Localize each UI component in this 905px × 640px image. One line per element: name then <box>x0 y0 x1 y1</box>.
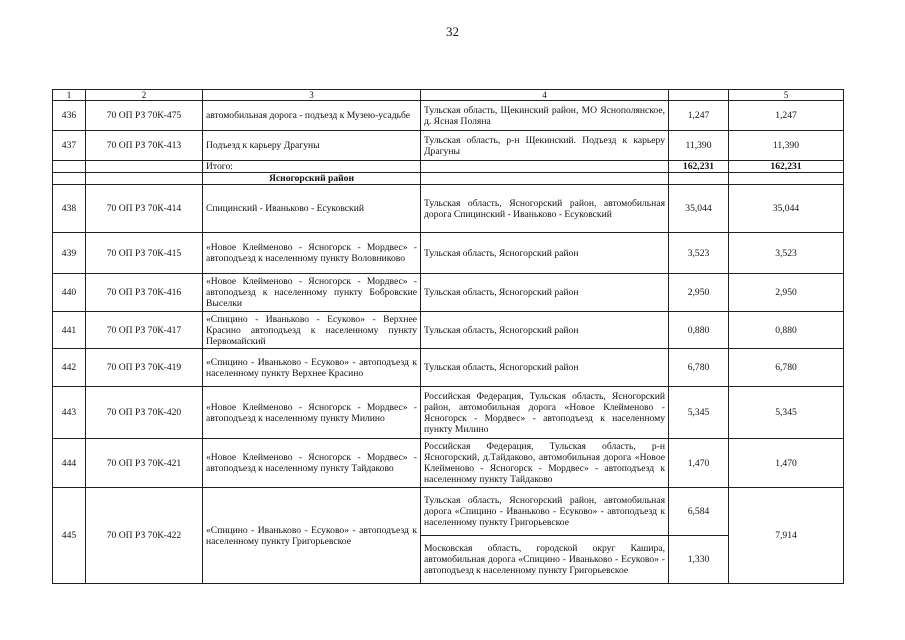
road-location: Тульская область, р-н Щекинский. Подъезд к карьеру Драгуны <box>421 131 669 161</box>
empty-cell <box>53 173 86 185</box>
district-row <box>53 173 844 185</box>
road-total: 1,470 <box>729 439 844 488</box>
empty-cell <box>669 173 729 185</box>
column-header: 4 <box>421 90 669 101</box>
road-id: 70 ОП РЗ 70К-422 <box>86 488 203 584</box>
row-number: 444 <box>53 439 86 488</box>
column-header: 1 <box>53 90 86 101</box>
district-title: Ясногорский район <box>203 173 421 185</box>
road-length: 3,523 <box>669 233 729 274</box>
table-row <box>53 233 844 274</box>
road-total: 1,247 <box>729 101 844 131</box>
road-total: 0,880 <box>729 312 844 349</box>
road-id: 70 ОП РЗ 70К-475 <box>86 101 203 131</box>
road-length: 2,950 <box>669 274 729 312</box>
road-location: Тульская область, Ясногорский район <box>421 233 669 274</box>
road-length: 1,247 <box>669 101 729 131</box>
table-row <box>53 131 844 161</box>
road-name: Спицинский - Иваньково - Есуковский <box>203 185 421 233</box>
total-sum: 162,231 <box>729 161 844 173</box>
road-total: 5,345 <box>729 387 844 439</box>
road-total: 11,390 <box>729 131 844 161</box>
table-row <box>53 101 844 131</box>
table-row <box>53 349 844 387</box>
road-total: 3,523 <box>729 233 844 274</box>
road-total: 7,914 <box>729 488 844 584</box>
road-length: 5,345 <box>669 387 729 439</box>
road-id: 70 ОП РЗ 70К-420 <box>86 387 203 439</box>
empty-cell <box>421 161 669 173</box>
road-id: 70 ОП РЗ 70К-421 <box>86 439 203 488</box>
road-location: Тульская область, Ясногорский район <box>421 349 669 387</box>
road-location: Тульская область, Ясногорский район, автомобильная дорога Спицинский - Иваньково - Есуковский <box>421 185 669 233</box>
road-length: 6,780 <box>669 349 729 387</box>
road-location: Российская Федерация, Тульская область, р-н Ясногорский, д.Тайдаково, автомобильная дорога «Новое Клейменово - Ясногорск - Мордвес» - автоподъезд к населенному пункту Тайдаково <box>421 439 669 488</box>
road-name: Подъезд к карьеру Драгуны <box>203 131 421 161</box>
total-length: 162,231 <box>669 161 729 173</box>
road-location: Тульская область, Ясногорский район <box>421 312 669 349</box>
road-length: 35,044 <box>669 185 729 233</box>
road-total: 35,044 <box>729 185 844 233</box>
road-id: 70 ОП РЗ 70К-415 <box>86 233 203 274</box>
road-id: 70 ОП РЗ 70К-413 <box>86 131 203 161</box>
road-id: 70 ОП РЗ 70К-414 <box>86 185 203 233</box>
page-number: 32 <box>446 24 459 39</box>
column-number-row <box>53 90 844 101</box>
road-id: 70 ОП РЗ 70К-419 <box>86 349 203 387</box>
row-number: 437 <box>53 131 86 161</box>
road-length: 1,330 <box>669 536 729 584</box>
road-total: 2,950 <box>729 274 844 312</box>
road-id: 70 ОП РЗ 70К-416 <box>86 274 203 312</box>
empty-cell <box>86 161 203 173</box>
empty-cell <box>86 173 203 185</box>
total-row <box>53 161 844 173</box>
row-number: 443 <box>53 387 86 439</box>
empty-cell <box>53 161 86 173</box>
road-name: «Новое Клейменово - Ясногорск - Мордвес» - автоподъезд к населенному пункту Бобровские Выселки <box>203 274 421 312</box>
road-name: «Спицино - Иваньково - Есуково» - автоподъезд к населенному пункту Верхнее Красино <box>203 349 421 387</box>
empty-cell <box>421 173 669 185</box>
table-row <box>53 274 844 312</box>
table-row <box>53 488 844 536</box>
road-length: 1,470 <box>669 439 729 488</box>
table-row <box>53 185 844 233</box>
road-name: автомобильная дорога - подъезд к Музею-усадьбе <box>203 101 421 131</box>
table-row <box>53 312 844 349</box>
empty-cell <box>729 173 844 185</box>
row-number: 438 <box>53 185 86 233</box>
road-location: Тульская область, Ясногорский район <box>421 274 669 312</box>
column-header: 2 <box>86 90 203 101</box>
road-location: Тульская область, Щекинский район, МО Яснополянское, д. Ясная Поляна <box>421 101 669 131</box>
roads-table <box>52 89 844 584</box>
road-name: «Новое Клейменово - Ясногорск - Мордвес» - автоподъезд к населенному пункту Милино <box>203 387 421 439</box>
row-number: 442 <box>53 349 86 387</box>
row-number: 440 <box>53 274 86 312</box>
road-name: «Спицино - Иваньково - Есуково» - Верхнее Красино автоподъезд к населенному пункту Первомайский <box>203 312 421 349</box>
row-number: 436 <box>53 101 86 131</box>
road-total: 6,780 <box>729 349 844 387</box>
row-number: 441 <box>53 312 86 349</box>
column-header: 5 <box>729 90 844 101</box>
road-location: Московская область, городской округ Кашира, автомобильная дорога «Спицино - Иваньково - Есуково» - автоподъезд к населенному пункту Григорьевское <box>421 536 669 584</box>
road-length: 6,584 <box>669 488 729 536</box>
total-label: Итого: <box>203 161 421 173</box>
table-row <box>53 439 844 488</box>
road-name: «Новое Клейменово - Ясногорск - Мордвес» - автоподъезд к населенному пункту Тайдаково <box>203 439 421 488</box>
road-name: «Новое Клейменово - Ясногорск - Мордвес» - автоподъезд к населенному пункту Воловниково <box>203 233 421 274</box>
road-name: «Спицино - Иваньково - Есуково» - автоподъезд к населенному пункту Григорьевское <box>203 488 421 584</box>
column-header: 3 <box>203 90 421 101</box>
road-length: 0,880 <box>669 312 729 349</box>
road-location: Тульская область, Ясногорский район, автомобильная дорога «Спицино - Иваньково - Есуково» - автоподъезд к населенному пункту Григорьевское <box>421 488 669 536</box>
row-number: 445 <box>53 488 86 584</box>
table-row <box>53 387 844 439</box>
row-number: 439 <box>53 233 86 274</box>
road-location: Российская Федерация, Тульская область, Ясногорский район, автомобильная дорога «Новое Клейменово - Ясногорск - Мордвес» - автоподъезд к населенному пункту Милино <box>421 387 669 439</box>
column-header-spacer <box>669 90 729 101</box>
road-length: 11,390 <box>669 131 729 161</box>
road-id: 70 ОП РЗ 70К-417 <box>86 312 203 349</box>
